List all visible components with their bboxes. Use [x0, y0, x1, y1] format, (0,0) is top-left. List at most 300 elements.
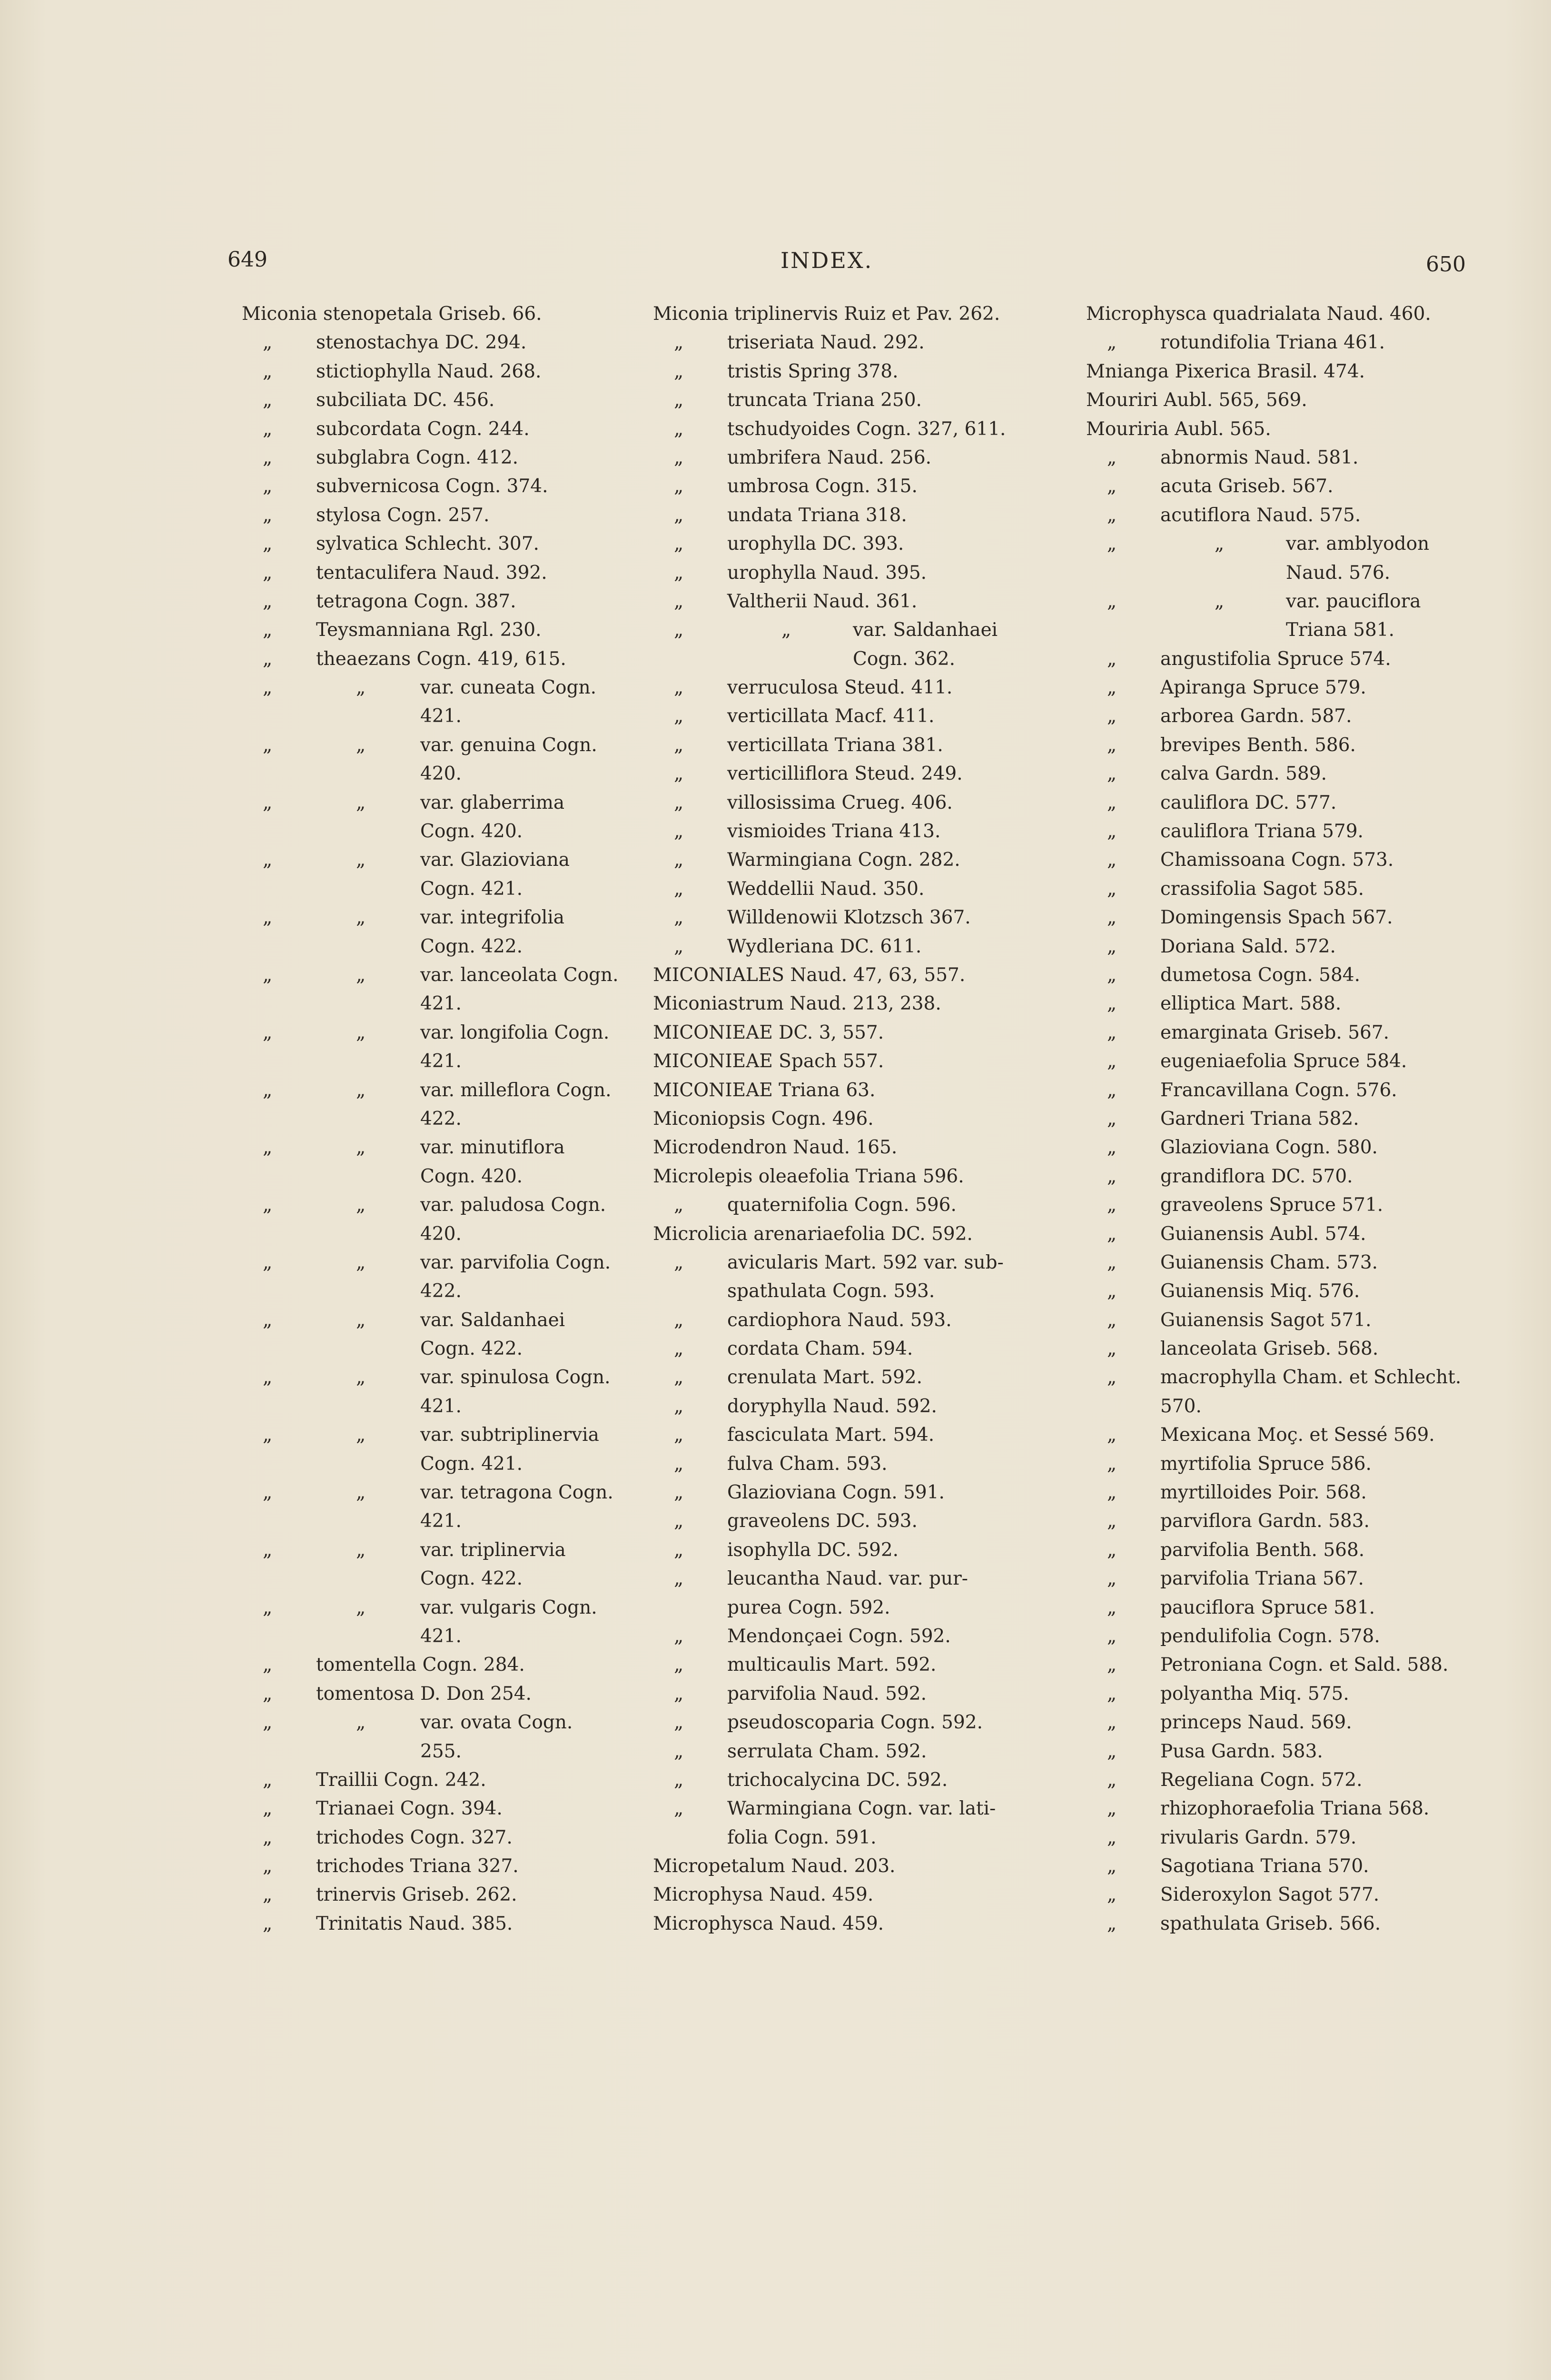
- entry-text: Microphysca Naud. 459.: [653, 1913, 884, 1934]
- entry-text: princeps Naud. 569.: [1160, 1712, 1352, 1734]
- ditto-mark: „: [1107, 1539, 1117, 1561]
- index-entry: [1086, 1047, 1486, 1076]
- entry-text: subcordata Cogn. 244.: [316, 418, 530, 440]
- entry-text: Mnianga Pixerica Brasil. 474.: [1086, 360, 1365, 382]
- entry-text: var. parvifolia Cogn.: [420, 1251, 611, 1273]
- index-entry: [242, 1220, 642, 1249]
- ditto-mark-2: „: [781, 619, 791, 641]
- index-entry: [1086, 1105, 1486, 1133]
- ditto-mark: „: [674, 792, 684, 813]
- index-entry: [653, 1766, 1053, 1795]
- entry-text: Micropetalum Naud. 203.: [653, 1855, 896, 1877]
- ditto-mark: „: [674, 677, 684, 699]
- index-entry: [242, 1680, 642, 1708]
- entry-text: var. paludosa Cogn.: [420, 1194, 606, 1216]
- index-entry: [653, 616, 1053, 645]
- ditto-mark: „: [674, 1309, 684, 1331]
- index-entry: [653, 645, 1053, 674]
- ditto-mark: „: [674, 1568, 684, 1590]
- entry-text: var. genuina Cogn.: [420, 734, 597, 756]
- index-entry: [653, 1105, 1053, 1133]
- index-entry: [1086, 1622, 1486, 1651]
- entry-text: cauliflora DC. 577.: [1160, 792, 1337, 813]
- index-column-3: [1086, 300, 1486, 1938]
- index-entry: [1086, 1651, 1486, 1679]
- index-entry: [653, 1421, 1053, 1449]
- ditto-mark: „: [1107, 1826, 1117, 1848]
- ditto-mark: „: [1107, 1309, 1117, 1331]
- ditto-mark: „: [674, 763, 684, 785]
- entry-text: crassifolia Sagot 585.: [1160, 878, 1364, 900]
- ditto-mark-2: „: [1215, 590, 1225, 612]
- entry-text: MICONIEAE Spach 557.: [653, 1051, 884, 1072]
- index-entry: [1086, 1363, 1486, 1392]
- index-entry: [1086, 587, 1486, 616]
- entry-text: spathulata Cogn. 593.: [727, 1280, 935, 1302]
- index-entry: [653, 472, 1053, 501]
- page-header: [0, 248, 1551, 286]
- index-entry: [653, 1881, 1053, 1909]
- index-entry: [242, 1737, 642, 1766]
- entry-text: quaternifolia Cogn. 596.: [727, 1194, 957, 1216]
- index-entry: [242, 1421, 642, 1449]
- entry-text: Chamissoana Cogn. 573.: [1160, 849, 1394, 871]
- entry-text: theaezans Cogn. 419, 615.: [316, 648, 566, 670]
- index-entry: [653, 357, 1053, 386]
- ditto-mark: „: [1107, 1654, 1117, 1676]
- entry-text: Microphysa Naud. 459.: [653, 1884, 874, 1906]
- ditto-mark: „: [263, 1683, 273, 1705]
- ditto-mark: „: [674, 878, 684, 900]
- entry-text: rhizophoraefolia Triana 568.: [1160, 1798, 1430, 1820]
- index-entry: [1086, 357, 1486, 386]
- index-entry: [1086, 875, 1486, 903]
- entry-text: parviflora Gardn. 583.: [1160, 1510, 1370, 1532]
- entry-text: villosissima Crueg. 406.: [727, 792, 953, 813]
- entry-text: pauciflora Spruce 581.: [1160, 1597, 1375, 1618]
- index-entry: [653, 1910, 1053, 1938]
- entry-text: Wydleriana DC. 611.: [727, 935, 922, 957]
- index-entry: [242, 1824, 642, 1852]
- ditto-mark: „: [1107, 1424, 1117, 1446]
- index-entry: [242, 645, 642, 674]
- index-entry: [653, 1824, 1053, 1852]
- entry-text: var. tetragona Cogn.: [420, 1482, 613, 1504]
- ditto-mark: „: [1107, 476, 1117, 497]
- index-entry: [242, 415, 642, 444]
- index-entry: [242, 760, 642, 788]
- index-entry: [653, 1191, 1053, 1220]
- ditto-mark: „: [263, 792, 273, 813]
- right-page-number: 650: [1426, 252, 1466, 277]
- ditto-mark: „: [674, 1510, 684, 1532]
- index-entry: [242, 386, 642, 415]
- index-entry: [653, 903, 1053, 932]
- ditto-mark-2: „: [1215, 533, 1225, 555]
- entry-text: graveolens Spruce 571.: [1160, 1194, 1383, 1216]
- entry-text: umbrifera Naud. 256.: [727, 446, 932, 468]
- entry-text: tschudyoides Cogn. 327, 611.: [727, 418, 1006, 440]
- index-entry: [242, 1277, 642, 1306]
- entry-text: 420.: [420, 1223, 462, 1245]
- index-entry: [242, 472, 642, 501]
- entry-text: var. longifolia Cogn.: [420, 1021, 610, 1043]
- entry-text: Guianensis Miq. 576.: [1160, 1280, 1360, 1302]
- ditto-mark: „: [1107, 1855, 1117, 1877]
- entry-text: stenostachya DC. 294.: [316, 332, 527, 354]
- entry-text: eugeniaefolia Spruce 584.: [1160, 1051, 1407, 1072]
- index-entry: [242, 1249, 642, 1277]
- ditto-mark: „: [674, 1769, 684, 1791]
- index-entry: [242, 846, 642, 874]
- ditto-mark: „: [263, 533, 273, 555]
- index-entry: [653, 846, 1053, 874]
- ditto-mark: „: [674, 1625, 684, 1647]
- ditto-mark: „: [1107, 734, 1117, 756]
- entry-text: folia Cogn. 591.: [727, 1826, 877, 1848]
- index-entry: [653, 530, 1053, 558]
- entry-text: fulva Cham. 593.: [727, 1453, 888, 1475]
- entry-text: cardiophora Naud. 593.: [727, 1309, 952, 1331]
- entry-text: Warmingiana Cogn. var. lati-: [727, 1798, 996, 1820]
- ditto-mark: „: [1107, 705, 1117, 727]
- ditto-mark: „: [263, 849, 273, 871]
- ditto-mark: „: [674, 705, 684, 727]
- entry-text: var. glaberrima: [420, 792, 565, 813]
- ditto-mark: „: [263, 1855, 273, 1877]
- ditto-mark: „: [674, 1424, 684, 1446]
- entry-text: var. milleflora Cogn.: [420, 1079, 612, 1101]
- ditto-mark: „: [1107, 763, 1117, 785]
- index-entry: [653, 731, 1053, 760]
- entry-text: Cogn. 362.: [853, 648, 956, 670]
- ditto-mark-2: „: [356, 734, 366, 756]
- index-entry: [242, 932, 642, 961]
- ditto-mark: „: [263, 1367, 273, 1388]
- entry-text: elliptica Mart. 588.: [1160, 993, 1342, 1015]
- entry-text: Gardneri Triana 582.: [1160, 1108, 1359, 1130]
- ditto-mark-2: „: [356, 1251, 366, 1273]
- ditto-mark: „: [674, 533, 684, 555]
- entry-text: var. Saldanhaei: [853, 619, 998, 641]
- ditto-mark: „: [263, 1798, 273, 1820]
- ditto-mark: „: [263, 1137, 273, 1159]
- entry-text: Cogn. 421.: [420, 878, 523, 900]
- ditto-mark: „: [1107, 1625, 1117, 1647]
- index-entry: [242, 1162, 642, 1191]
- index-entry: [1086, 559, 1486, 587]
- entry-text: multicaulis Mart. 592.: [727, 1654, 937, 1676]
- ditto-mark-2: „: [356, 1309, 366, 1331]
- ditto-mark-2: „: [356, 792, 366, 813]
- entry-text: Sagotiana Triana 570.: [1160, 1855, 1369, 1877]
- index-entry: [653, 1133, 1053, 1162]
- index-entry: [242, 961, 642, 990]
- entry-text: doryphylla Naud. 592.: [727, 1395, 937, 1417]
- ditto-mark: „: [674, 1251, 684, 1273]
- entry-text: Cogn. 420.: [420, 821, 523, 843]
- entry-text: spathulata Griseb. 566.: [1160, 1913, 1381, 1934]
- ditto-mark: „: [1107, 792, 1117, 813]
- entry-text: arborea Gardn. 587.: [1160, 705, 1352, 727]
- ditto-mark: „: [674, 1798, 684, 1820]
- entry-text: 422.: [420, 1108, 462, 1130]
- entry-text: Cogn. 422.: [420, 935, 523, 957]
- ditto-mark: „: [263, 964, 273, 986]
- ditto-mark: „: [1107, 935, 1117, 957]
- entry-text: Guianensis Aubl. 574.: [1160, 1223, 1366, 1245]
- entry-text: stylosa Cogn. 257.: [316, 504, 490, 526]
- index-entry: [653, 1047, 1053, 1076]
- ditto-mark: „: [1107, 964, 1117, 986]
- ditto-mark: „: [674, 935, 684, 957]
- ditto-mark: „: [1107, 993, 1117, 1015]
- index-entry: [242, 1881, 642, 1909]
- ditto-mark: „: [674, 1683, 684, 1705]
- entry-text: var. Glazioviana: [420, 849, 570, 871]
- index-entry: [653, 1565, 1053, 1593]
- index-entry: [1086, 1536, 1486, 1565]
- entry-text: leucantha Naud. var. pur-: [727, 1568, 968, 1590]
- entry-text: var. minutiflora: [420, 1137, 565, 1159]
- ditto-mark: „: [1107, 1798, 1117, 1820]
- index-entry: [242, 1536, 642, 1565]
- index-entry: [653, 1306, 1053, 1335]
- entry-text: brevipes Benth. 586.: [1160, 734, 1356, 756]
- entry-text: angustifolia Spruce 574.: [1160, 648, 1391, 670]
- ditto-mark: „: [1107, 1338, 1117, 1360]
- entry-text: rivularis Gardn. 579.: [1160, 1826, 1357, 1848]
- entry-text: 255.: [420, 1740, 462, 1762]
- ditto-mark-2: „: [356, 1597, 366, 1618]
- index-entry: [1086, 846, 1486, 874]
- index-entry: [653, 1651, 1053, 1679]
- ditto-mark: „: [263, 619, 273, 641]
- entry-text: Teysmanniana Rgl. 230.: [316, 619, 542, 641]
- entry-text: var. pauciflora: [1286, 590, 1421, 612]
- ditto-mark-2: „: [356, 849, 366, 871]
- entry-text: var. cuneata Cogn.: [420, 677, 596, 699]
- index-entry: [242, 1335, 642, 1363]
- ditto-mark: „: [674, 360, 684, 382]
- ditto-mark: „: [674, 418, 684, 440]
- entry-text: rotundifolia Triana 461.: [1160, 332, 1385, 354]
- ditto-mark: „: [263, 648, 273, 670]
- entry-text: tomentosa D. Don 254.: [316, 1683, 532, 1705]
- index-entry: [1086, 817, 1486, 846]
- entry-text: Warmingiana Cogn. 282.: [727, 849, 960, 871]
- ditto-mark: „: [263, 1884, 273, 1906]
- entry-text: 421.: [420, 705, 462, 727]
- index-entry: [1086, 616, 1486, 645]
- entry-text: parvifolia Triana 567.: [1160, 1568, 1364, 1590]
- entry-text: tentaculifera Naud. 392.: [316, 562, 547, 584]
- entry-text: Petroniana Cogn. et Sald. 588.: [1160, 1654, 1449, 1676]
- entry-text: var. Saldanhaei: [420, 1309, 565, 1331]
- entry-text: 421.: [420, 1625, 462, 1647]
- index-entry: [653, 1450, 1053, 1478]
- ditto-mark-2: „: [356, 1482, 366, 1504]
- ditto-mark: „: [263, 677, 273, 699]
- ditto-mark: „: [1107, 1482, 1117, 1504]
- index-column-2: [653, 300, 1053, 1938]
- ditto-mark: „: [263, 1482, 273, 1504]
- entry-text: Naud. 576.: [1286, 562, 1391, 584]
- entry-text: tristis Spring 378.: [727, 360, 899, 382]
- entry-text: myrtilloides Poir. 568.: [1160, 1482, 1367, 1504]
- index-entry: [242, 1133, 642, 1162]
- entry-text: subciliata DC. 456.: [316, 389, 495, 411]
- index-entry: [242, 1766, 642, 1795]
- ditto-mark: „: [263, 562, 273, 584]
- index-entry: [653, 1708, 1053, 1737]
- ditto-mark: „: [1107, 1712, 1117, 1734]
- index-entry: [1086, 1335, 1486, 1363]
- index-entry: [1086, 1450, 1486, 1478]
- ditto-mark: „: [674, 849, 684, 871]
- entry-text: calva Gardn. 589.: [1160, 763, 1327, 785]
- index-entry: [242, 1047, 642, 1076]
- index-entry: [242, 789, 642, 817]
- index-entry: [1086, 674, 1486, 702]
- entry-text: var. lanceolata Cogn.: [420, 964, 619, 986]
- ditto-mark: „: [674, 562, 684, 584]
- index-entry: [242, 1565, 642, 1593]
- entry-text: pseudoscoparia Cogn. 592.: [727, 1712, 983, 1734]
- index-entry: [242, 1910, 642, 1938]
- ditto-mark: „: [1107, 504, 1117, 526]
- index-entry: [242, 501, 642, 530]
- index-entry: [653, 1478, 1053, 1507]
- index-entry: [653, 1594, 1053, 1622]
- index-entry: [242, 1450, 642, 1478]
- index-entry: [242, 674, 642, 702]
- entry-text: isophylla DC. 592.: [727, 1539, 899, 1561]
- entry-text: acuta Griseb. 567.: [1160, 476, 1334, 497]
- index-entry: [1086, 1852, 1486, 1881]
- entry-text: var. ovata Cogn.: [420, 1712, 573, 1734]
- ditto-mark: „: [1107, 1510, 1117, 1532]
- entry-text: 570.: [1160, 1395, 1202, 1417]
- entry-text: Doriana Sald. 572.: [1160, 935, 1336, 957]
- ditto-mark-2: „: [356, 964, 366, 986]
- index-entry: [242, 559, 642, 587]
- entry-text: grandiflora DC. 570.: [1160, 1165, 1353, 1187]
- ditto-mark: „: [1107, 1913, 1117, 1934]
- entry-text: Cogn. 422.: [420, 1568, 523, 1590]
- entry-text: myrtifolia Spruce 586.: [1160, 1453, 1372, 1475]
- ditto-mark: „: [263, 446, 273, 468]
- ditto-mark: „: [1107, 1021, 1117, 1043]
- entry-text: umbrosa Cogn. 315.: [727, 476, 918, 497]
- index-entry: [1086, 1306, 1486, 1335]
- entry-text: dumetosa Cogn. 584.: [1160, 964, 1360, 986]
- page-title: INDEX.: [780, 248, 873, 273]
- entry-text: Microlicia arenariaefolia DC. 592.: [653, 1223, 973, 1245]
- index-entry: [242, 731, 642, 760]
- index-entry: [653, 1507, 1053, 1536]
- ditto-mark-2: „: [356, 1424, 366, 1446]
- index-entry: [1086, 386, 1486, 415]
- ditto-mark: „: [1107, 1108, 1117, 1130]
- ditto-mark: „: [1107, 1367, 1117, 1388]
- entry-text: truncata Triana 250.: [727, 389, 922, 411]
- entry-text: pendulifolia Cogn. 578.: [1160, 1625, 1380, 1647]
- entry-text: subvernicosa Cogn. 374.: [316, 476, 548, 497]
- index-entry: [653, 1392, 1053, 1421]
- ditto-mark: „: [1107, 1769, 1117, 1791]
- entry-text: Cogn. 421.: [420, 1453, 523, 1475]
- index-entry: [242, 1594, 642, 1622]
- index-entry: [653, 702, 1053, 731]
- entry-text: var. amblyodon: [1286, 533, 1430, 555]
- index-entry: [242, 1019, 642, 1047]
- entry-text: fasciculata Mart. 594.: [727, 1424, 935, 1446]
- left-page-number: 649: [227, 248, 267, 272]
- index-entry: [242, 875, 642, 903]
- entry-text: urophylla DC. 393.: [727, 533, 904, 555]
- ditto-mark: „: [674, 1712, 684, 1734]
- index-entry: [1086, 1824, 1486, 1852]
- entry-text: Microphysca quadrialata Naud. 460.: [1086, 303, 1431, 325]
- ditto-mark: „: [674, 1539, 684, 1561]
- index-entry: [242, 300, 642, 328]
- ditto-mark-2: „: [356, 677, 366, 699]
- entry-text: undata Triana 318.: [727, 504, 907, 526]
- ditto-mark: „: [674, 619, 684, 641]
- entry-text: graveolens DC. 593.: [727, 1510, 918, 1532]
- index-entry: [242, 903, 642, 932]
- ditto-mark: „: [263, 389, 273, 411]
- index-entry: [1086, 932, 1486, 961]
- index-entry: [242, 1191, 642, 1220]
- entry-text: Miconia stenopetala Griseb. 66.: [242, 303, 542, 325]
- ditto-mark: „: [1107, 1597, 1117, 1618]
- index-entry: [1086, 530, 1486, 558]
- ditto-mark: „: [263, 1539, 273, 1561]
- index-entry: [242, 616, 642, 645]
- entry-text: Guianensis Sagot 571.: [1160, 1309, 1372, 1331]
- index-entry: [1086, 1881, 1486, 1909]
- index-entry: [242, 1852, 642, 1881]
- entry-text: MICONIALES Naud. 47, 63, 557.: [653, 964, 966, 986]
- entry-text: emarginata Griseb. 567.: [1160, 1021, 1390, 1043]
- entry-text: macrophylla Cham. et Schlecht.: [1160, 1367, 1462, 1388]
- ditto-mark-2: „: [356, 1367, 366, 1388]
- ditto-mark: „: [674, 1395, 684, 1417]
- entry-text: verruculosa Steud. 411.: [727, 677, 953, 699]
- index-entry: [1086, 1708, 1486, 1737]
- ditto-mark: „: [263, 418, 273, 440]
- ditto-mark: „: [1107, 590, 1117, 612]
- ditto-mark: „: [1107, 1137, 1117, 1159]
- ditto-mark: „: [674, 332, 684, 354]
- entry-text: var. integrifolia: [420, 907, 564, 929]
- index-entry: [1086, 472, 1486, 501]
- entry-text: Valtherii Naud. 361.: [727, 590, 918, 612]
- index-entry: [653, 444, 1053, 472]
- entry-text: abnormis Naud. 581.: [1160, 446, 1359, 468]
- entry-text: verticilliflora Steud. 249.: [727, 763, 963, 785]
- entry-text: Mendonçaei Cogn. 592.: [727, 1625, 951, 1647]
- ditto-mark: „: [263, 1424, 273, 1446]
- ditto-mark: „: [674, 1194, 684, 1216]
- entry-text: trinervis Griseb. 262.: [316, 1884, 517, 1906]
- entry-text: Francavillana Cogn. 576.: [1160, 1079, 1397, 1101]
- entry-text: lanceolata Griseb. 568.: [1160, 1338, 1379, 1360]
- entry-text: 420.: [420, 763, 462, 785]
- index-entry: [1086, 903, 1486, 932]
